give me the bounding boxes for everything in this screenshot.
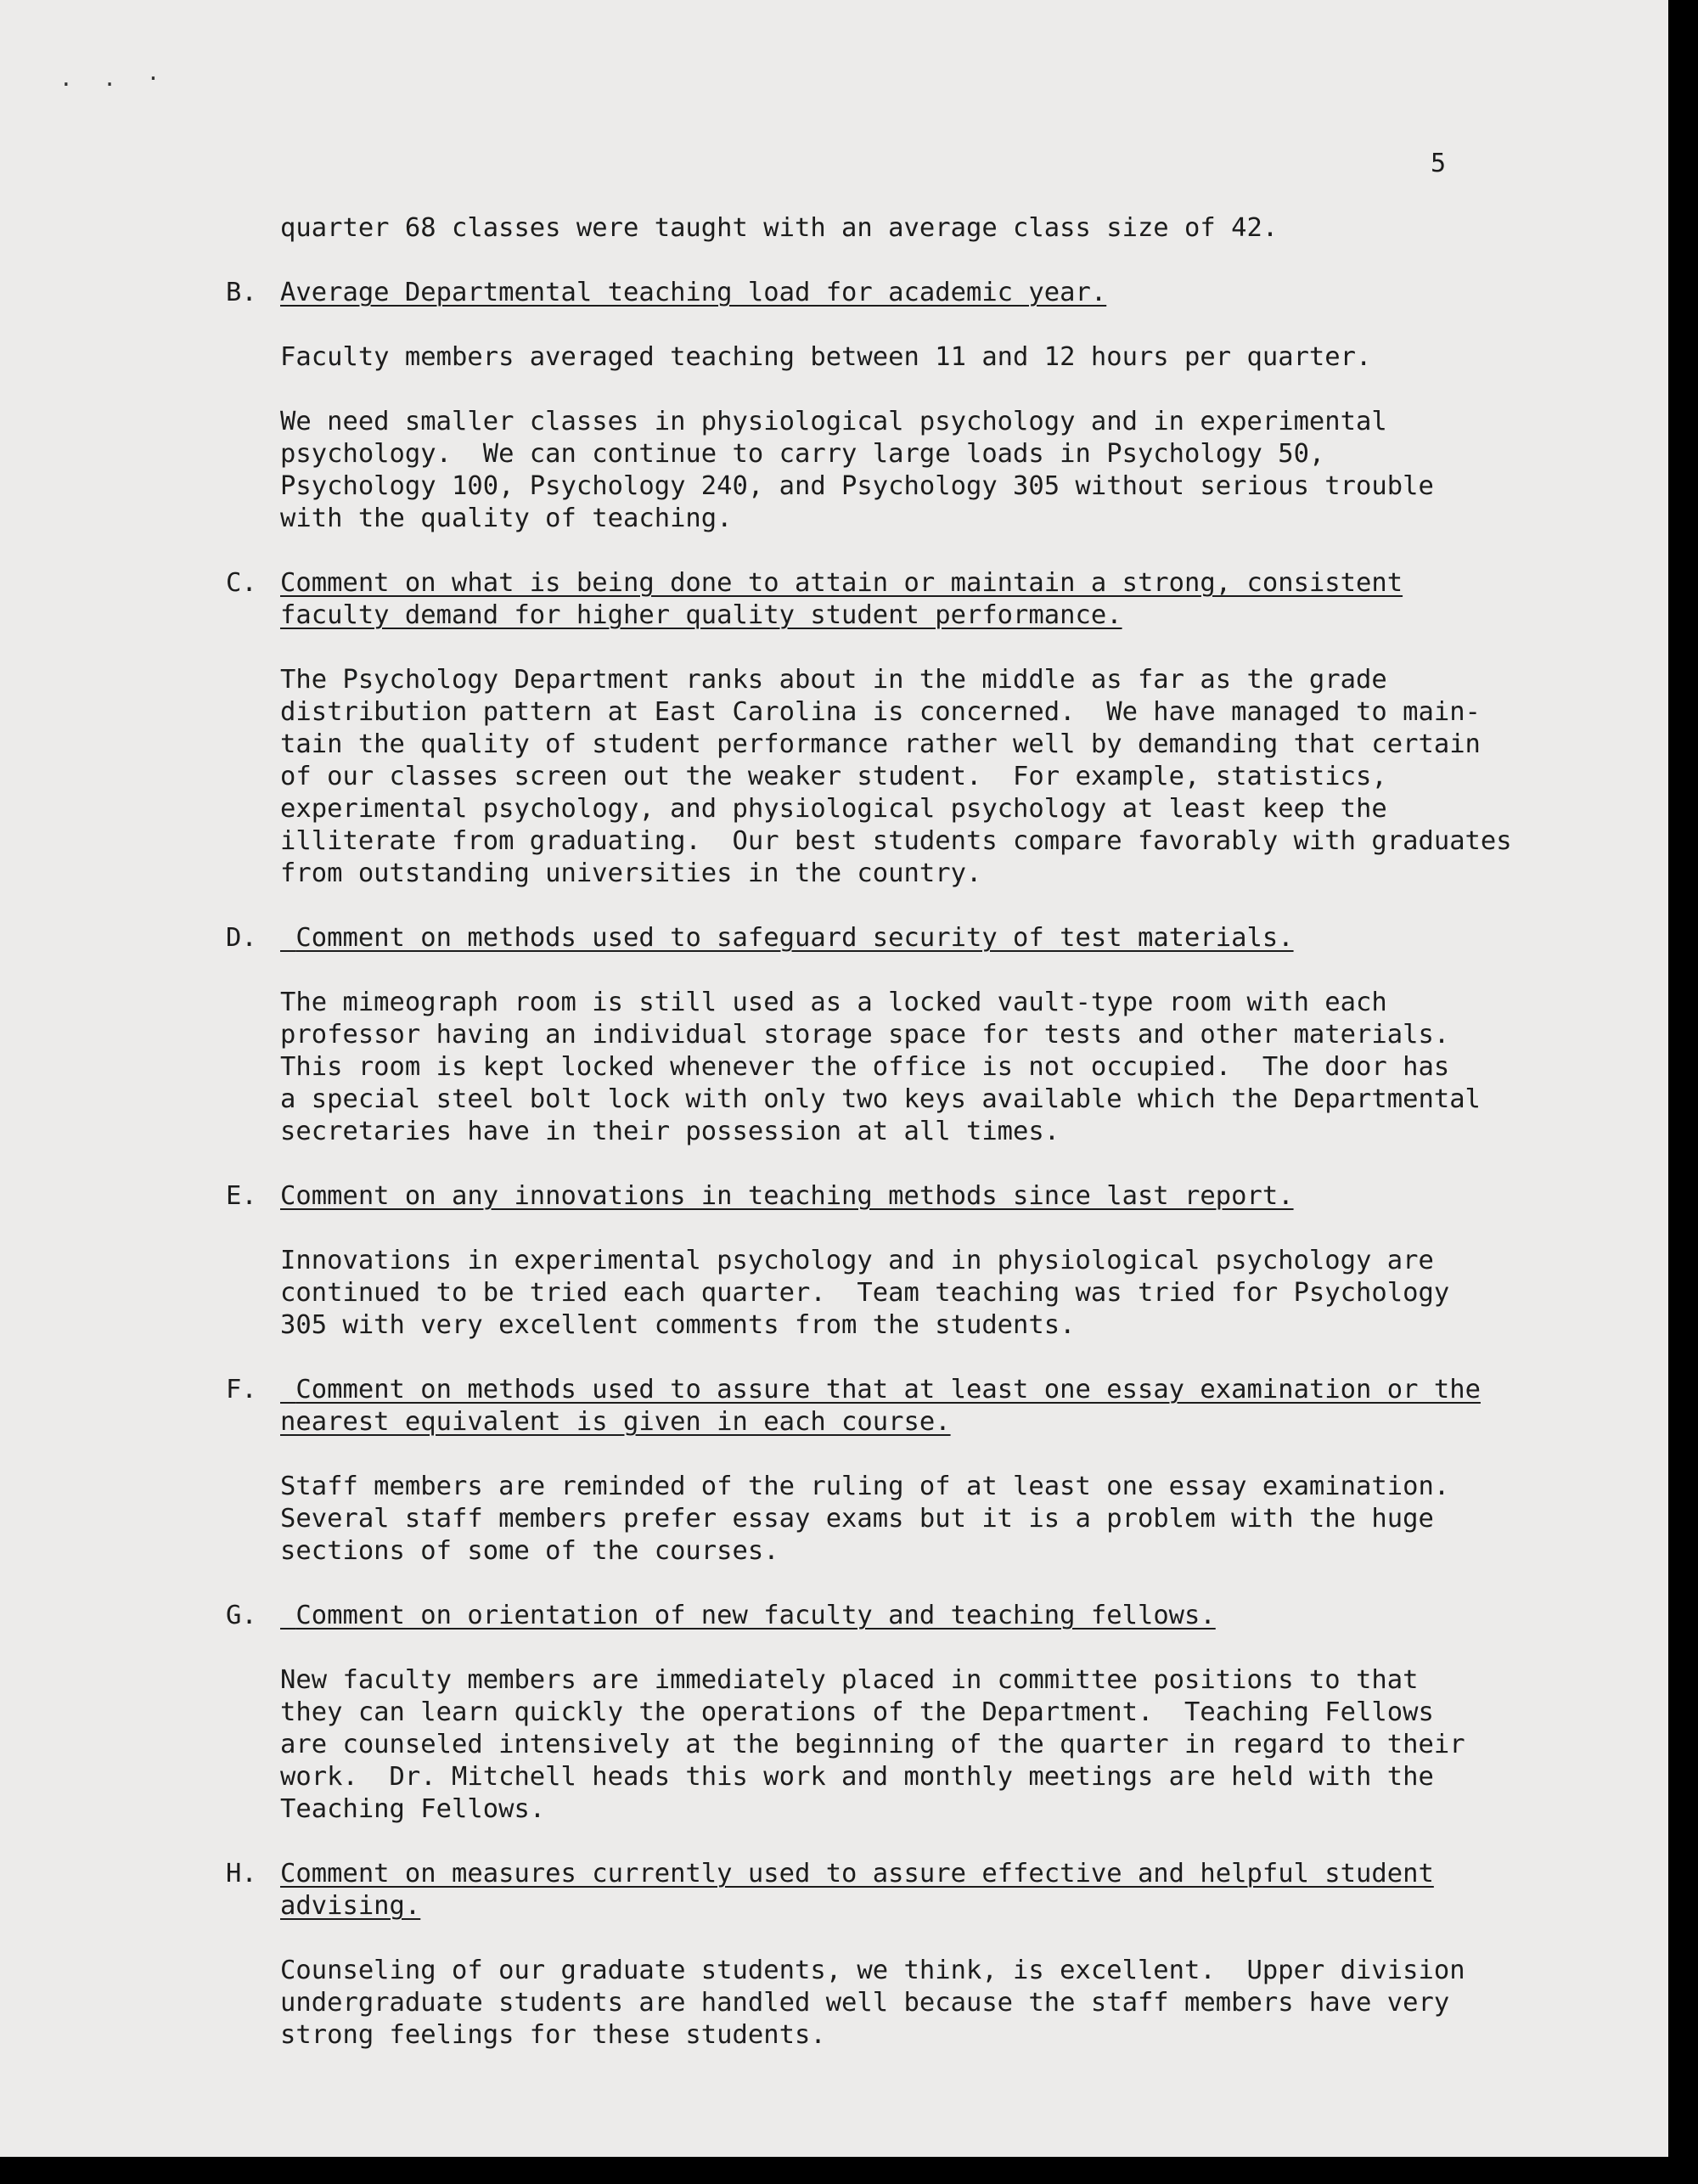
section-paragraph: New faculty members are immediately placed in committee positions to that they can learn quickly the operations of the Department. Teaching Fellows are counseled intensively at the beginning of the quarter in regard to their work. Dr. Mitchell heads this work and monthly meetings are held with the Teaching Fellows. bbox=[280, 1665, 1465, 1824]
section-letter: E. bbox=[226, 1181, 257, 1211]
section-paragraph: Innovations in experimental psychology and in physiological psychology are continued to be tried each quarter. Team teaching was tried for Psychology 305 with very excellent comments from the students. bbox=[280, 1246, 1450, 1340]
section-title-text: Comment on any innovations in teaching methods since last report. bbox=[280, 1181, 1294, 1211]
section-letter: D. bbox=[226, 923, 257, 953]
section-b bbox=[226, 277, 1550, 535]
section-title bbox=[280, 1374, 1550, 1438]
page-number: 5 bbox=[1431, 149, 1447, 178]
section-title bbox=[280, 1180, 1550, 1213]
section-heading bbox=[226, 1374, 1550, 1438]
section-paragraph: Counseling of our graduate students, we think, is excellent. Upper division undergraduate students are handled well because the staff members have very strong feelings for these students. bbox=[280, 1956, 1465, 2050]
document-body bbox=[226, 212, 1550, 2084]
section-title-text: Average Departmental teaching load for academic year. bbox=[280, 278, 1107, 307]
section-letter: G. bbox=[226, 1601, 257, 1630]
intro-paragraph: quarter 68 classes were taught with an average class size of 42. bbox=[280, 213, 1279, 243]
section-e bbox=[226, 1180, 1550, 1342]
section-paragraph: We need smaller classes in physiological psychology and in experimental psychology. We can continue to carry large loads in Psychology 50, Psychology 100, Psychology 240, and Psychology 305 without serious trouble with the quality of teaching. bbox=[280, 407, 1434, 533]
section-title bbox=[280, 1600, 1550, 1632]
section-heading bbox=[226, 277, 1550, 309]
section-title bbox=[280, 277, 1550, 309]
section-title bbox=[280, 567, 1550, 632]
section-letter: B. bbox=[226, 278, 257, 307]
section-paragraph: The Psychology Department ranks about in the middle as far as the grade distribution pattern at East Carolina is concerned. We have managed to main- tain the quality of student performance rather well by demanding that certain of our classes screen out the weaker student. For example, statistics, experimental psychology, and physiological psychology at least keep the illiterate from graduating. Our best students compare favorably with graduates from outstanding universities in the country. bbox=[280, 665, 1512, 888]
section-d bbox=[226, 922, 1550, 1148]
section-title bbox=[280, 1858, 1550, 1922]
section-title-text: Comment on measures currently used to assure effective and helpful student advising. bbox=[280, 1859, 1434, 1921]
section-heading bbox=[226, 1600, 1550, 1632]
section-title-text: Comment on orientation of new faculty and teaching fellows. bbox=[280, 1601, 1216, 1630]
section-heading bbox=[226, 1180, 1550, 1213]
section-c bbox=[226, 567, 1550, 890]
section-letter: C. bbox=[226, 568, 257, 598]
section-title-text: Comment on methods used to safeguard security of test materials. bbox=[280, 923, 1294, 953]
section-paragraph: Staff members are reminded of the ruling of at least one essay examination. Several staff members prefer essay exams but it is a problem with the huge sections of some of the courses. bbox=[280, 1472, 1450, 1566]
scan-specks: . . · bbox=[59, 66, 169, 92]
section-letter: F. bbox=[226, 1375, 257, 1404]
section-paragraph: The mimeograph room is still used as a locked vault-type room with each professor having an individual storage space for tests and other materials. This room is kept locked whenever the office is not occupied. The door has a special steel bolt lock with only two keys available which the Departmental secretaries have in their possession at all times. bbox=[280, 988, 1481, 1146]
section-paragraph: Faculty members averaged teaching between 11 and 12 hours per quarter. bbox=[280, 342, 1372, 372]
section-heading bbox=[226, 567, 1550, 632]
section-f bbox=[226, 1374, 1550, 1568]
section-title-text: Comment on methods used to assure that at least one essay examination or the nearest equivalent is given in each course. bbox=[280, 1375, 1481, 1437]
section-title bbox=[280, 922, 1550, 954]
section-h bbox=[226, 1858, 1550, 2052]
section-heading bbox=[226, 922, 1550, 954]
section-heading bbox=[226, 1858, 1550, 1922]
section-title-text: Comment on what is being done to attain or maintain a strong, consistent faculty demand for higher quality student performance. bbox=[280, 568, 1403, 630]
section-g bbox=[226, 1600, 1550, 1826]
section-letter: H. bbox=[226, 1859, 257, 1888]
